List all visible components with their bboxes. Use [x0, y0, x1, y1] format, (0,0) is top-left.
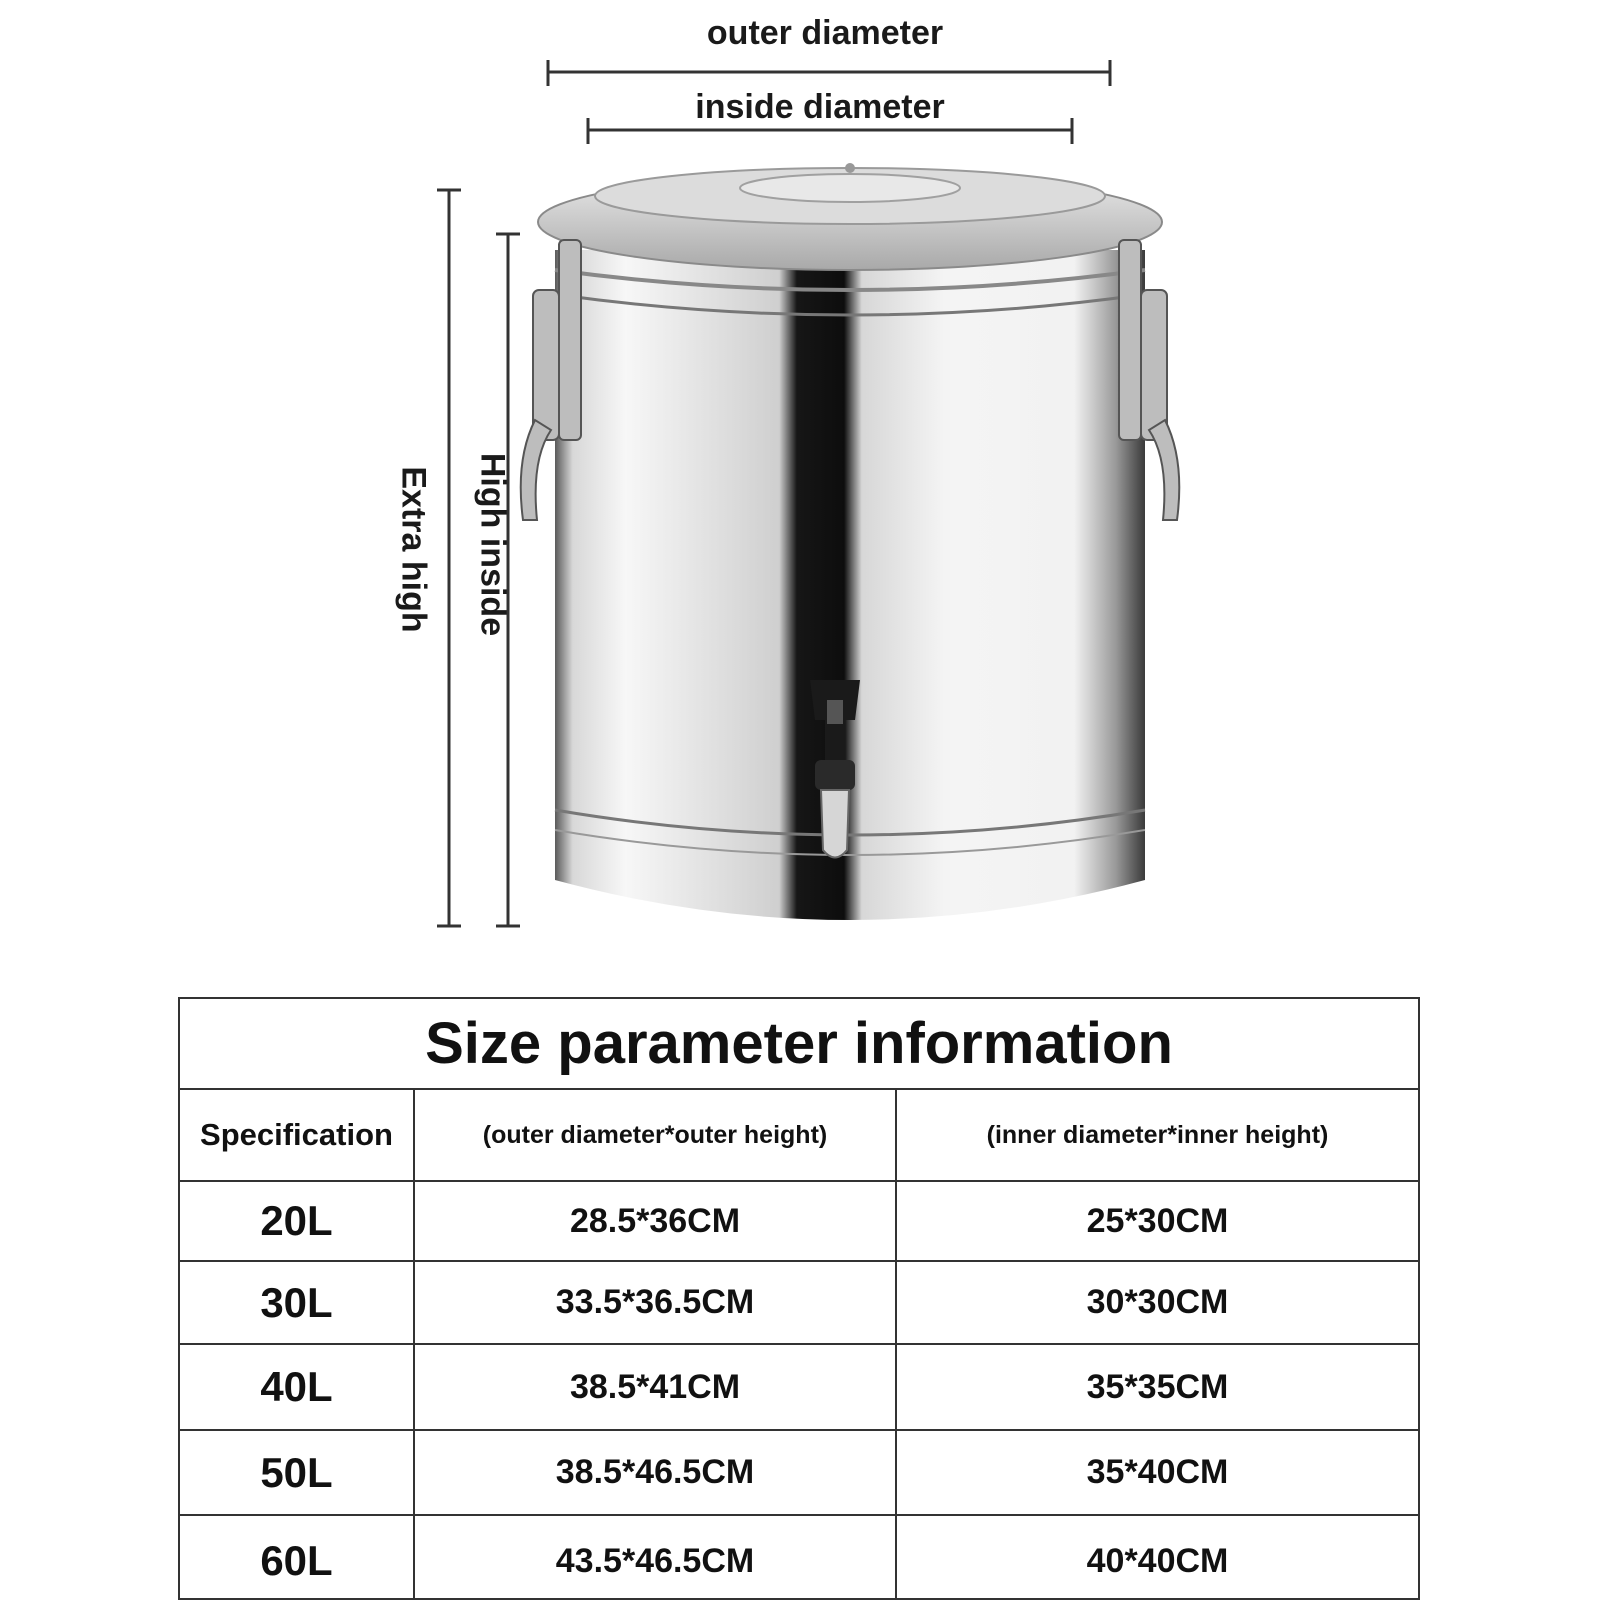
- outer-diameter-label: outer diameter: [706, 14, 944, 52]
- outer-cell: 38.5*41CM: [415, 1345, 897, 1429]
- spec-cell: 20L: [180, 1182, 415, 1260]
- high-inside-label: High inside: [473, 452, 512, 637]
- spec-cell: 50L: [180, 1431, 415, 1514]
- outer-cell: 38.5*46.5CM: [415, 1431, 897, 1514]
- table-title: Size parameter information: [180, 999, 1418, 1090]
- outer-cell: 28.5*36CM: [415, 1182, 897, 1260]
- size-table: [178, 997, 1420, 1600]
- header-specification: Specification: [180, 1090, 415, 1180]
- table-row: [180, 1182, 1418, 1262]
- table-row: [180, 1262, 1418, 1345]
- table-row: [180, 1431, 1418, 1516]
- inner-cell: 25*30CM: [1086, 1201, 1229, 1240]
- spec-cell: 60L: [180, 1516, 415, 1600]
- outer-cell: 43.5*46.5CM: [415, 1516, 897, 1600]
- inner-cell: 35*35CM: [1086, 1367, 1229, 1406]
- header-inner: (inner diameter*inner height): [986, 1120, 1329, 1149]
- inner-cell: 40*40CM: [1086, 1541, 1229, 1580]
- table-header-row: [180, 1090, 1418, 1182]
- spec-cell: 30L: [180, 1262, 415, 1343]
- outer-cell: 33.5*36.5CM: [415, 1262, 897, 1343]
- inner-cell: 30*30CM: [1086, 1283, 1229, 1321]
- extra-high-label: Extra high: [394, 466, 433, 633]
- table-row: [180, 1345, 1418, 1431]
- stainless-steel-bucket-icon: [515, 160, 1185, 970]
- inner-cell: 35*40CM: [1086, 1453, 1229, 1491]
- spec-cell: 40L: [180, 1345, 415, 1429]
- table-row: [180, 1516, 1418, 1600]
- header-outer: (outer diameter*outer height): [415, 1090, 897, 1180]
- inside-diameter-label: inside diameter: [695, 88, 945, 126]
